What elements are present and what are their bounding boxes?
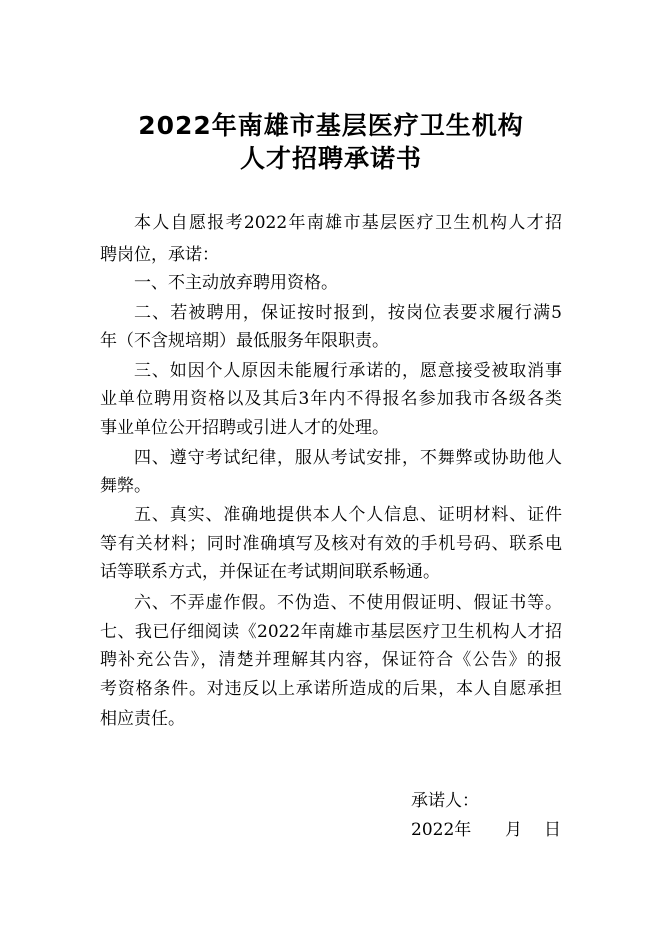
body-line: 相应责任。 [100,709,185,729]
body-line: 聘补充公告》，清楚并理解其内容，保证符合《公告》的报 [100,650,562,670]
body-line: 六、不弄虚作假。不伪造、不使用假证明、假证书等。 [134,593,562,613]
body-line: 聘岗位，承诺： [100,245,219,265]
body-line: 等有关材料；同时准确填写及核对有效的手机号码、联系电 [100,534,562,554]
date-month: 月 [505,820,522,840]
body-line: 年（不含规培期）最低服务年限职责。 [100,331,389,351]
body-line: 舞弊。 [100,476,151,496]
body-line: 本人自愿报考2022年南雄市基层医疗卫生机构人才招 [134,213,562,233]
body-line: 二、若被聘用，保证按时报到，按岗位表要求履行满5 [134,303,562,323]
body-line: 话等联系方式，并保证在考试期间联系畅通。 [100,562,440,582]
body-line: 四、遵守考试纪律，服从考试安排，不舞弊或协助他人 [134,448,562,468]
signature-label: 承诺人： [411,791,479,811]
body-line: 事业单位公开招聘或引进人才的处理。 [100,418,389,438]
date-day: 日 [544,820,561,840]
body-line: 业单位聘用资格以及其后3年内不得报名参加我市各级各类 [100,389,562,409]
title-line-2: 人才招聘承诺书 [239,144,422,173]
date-year: 2022年 [411,820,472,840]
body-line: 三、如因个人原因未能履行承诺的，愿意接受被取消事 [134,361,562,381]
body-line: 一、不主动放弃聘用资格。 [134,273,338,293]
title-line-1: 2022年南雄市基层医疗卫生机构 [138,111,524,140]
body-line: 考资格条件。对违反以上承诺所造成的后果，本人自愿承担 [100,679,562,699]
body-line: 七、我已仔细阅读《2022年南雄市基层医疗卫生机构人才招 [100,622,562,642]
body-line: 五、真实、准确地提供本人个人信息、证明材料、证件 [134,505,562,525]
